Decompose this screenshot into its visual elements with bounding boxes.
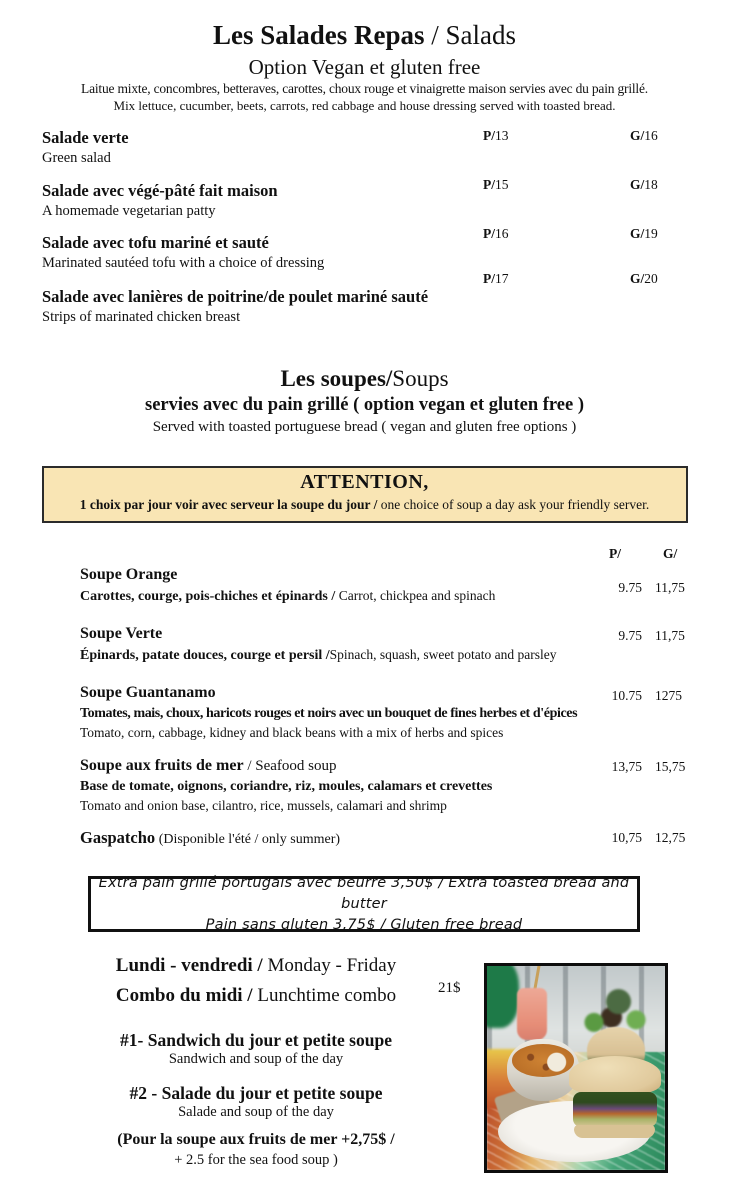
soup-price-g: 11,75 <box>655 628 685 643</box>
price-small-label: P/ <box>483 128 495 143</box>
photo-sandwich-filling <box>573 1092 658 1127</box>
combo-option2-en: Salade and soup of the day <box>178 1104 334 1120</box>
combo-name-en: Lunchtime combo <box>257 985 397 1006</box>
soup-desc-fr: Base de tomate, oignons, coriandre, riz, moules, calamars et crevettes <box>80 779 493 794</box>
price-small <box>483 226 509 242</box>
combo-food-photo <box>484 963 668 1173</box>
extra-bread-box <box>88 876 640 932</box>
soups-section-title <box>0 366 729 392</box>
soup-name-fr: Soupe aux fruits de mer <box>80 757 244 774</box>
soup-price-p: 10,75 <box>611 830 642 845</box>
salad-name-en: Green salad <box>42 150 111 166</box>
combo-option2-fr: #2 - Salade du jour et petite soupe <box>129 1083 383 1103</box>
price-small-label: P/ <box>483 177 495 192</box>
soup-desc-en: Tomato and onion base, cilantro, rice, mussels, calamari and shrimp <box>80 798 447 813</box>
soup-name <box>80 828 600 848</box>
vegan-option-subtitle: Option Vegan et gluten free <box>248 55 481 79</box>
page-title-fr: Les Salades Repas <box>212 20 425 50</box>
soup-name-fr: Gaspatcho <box>80 828 156 847</box>
salad-name-fr: Salade avec tofu mariné et sauté <box>42 233 269 252</box>
price-large-label: G/ <box>630 128 645 143</box>
soup-price-p: 9.75 <box>618 580 642 595</box>
salad-name-en: Strips of marinated chicken breast <box>42 309 241 325</box>
soup-item <box>80 566 600 605</box>
salad-name-fr: Salade avec lanières de poitrine/de poulet mariné sauté <box>42 287 429 306</box>
price-small-label: P/ <box>483 226 495 241</box>
combo-days-fr: Lundi - vendredi / <box>115 955 268 976</box>
soup-price-g: 1275 <box>655 688 682 703</box>
soup-name: Soupe Verte <box>80 625 163 642</box>
soup-desc-fr: Tomates, mais, choux, haricots rouges et noirs avec un bouquet de fines herbes et d'épices <box>80 706 578 721</box>
price-small <box>483 128 509 144</box>
price-large-label: G/ <box>630 271 645 286</box>
soup-availability-note: (Disponible l'été / only summer) <box>155 832 341 847</box>
soup-desc-en: Spinach, squash, sweet potato and parsley <box>329 647 557 662</box>
attention-title: ATTENTION, <box>300 471 429 493</box>
soup-name-en: / Seafood soup <box>243 758 337 774</box>
soups-title-en: Soups <box>392 366 449 391</box>
price-large <box>630 271 658 287</box>
soup-item <box>80 684 600 741</box>
soup-item <box>80 757 600 814</box>
price-large-value: 19 <box>644 226 658 241</box>
price-large <box>630 128 658 144</box>
combo-days <box>36 955 476 977</box>
combo-option1-fr: #1- Sandwich du jour et petite soupe <box>120 1030 392 1050</box>
soup-desc-fr: Épinards, patate douces, courge et persil / <box>80 648 330 663</box>
page-title <box>0 20 729 51</box>
price-small-label: P/ <box>483 271 495 286</box>
salad-name-en: Marinated sautéed tofu with a choice of dressing <box>42 255 325 271</box>
price-large-label: G/ <box>630 177 645 192</box>
photo-sandwich-bread-bottom <box>574 1125 655 1138</box>
page-title-en: / Salads <box>424 20 517 50</box>
soups-subtitle-en: Served with toasted portuguese bread ( vegan and gluten free options ) <box>152 419 577 435</box>
soups-subtitle-fr: servies avec du pain grillé ( option vegan et gluten free ) <box>145 395 584 415</box>
soup-col-header-g: G/ <box>663 546 678 561</box>
soup-item <box>80 828 600 848</box>
price-large-value: 18 <box>644 177 658 192</box>
soups-title-fr: Les soupes/ <box>280 366 393 391</box>
soup-price-g: 15,75 <box>655 759 686 774</box>
soup-desc-en: Carrot, chickpea and spinach <box>338 588 496 603</box>
salad-price-row <box>0 128 729 144</box>
soup-price-g: 12,75 <box>655 830 686 845</box>
photo-smoothie-glass <box>517 988 547 1040</box>
price-small <box>483 177 509 193</box>
soup-name <box>80 757 600 775</box>
price-large <box>630 177 658 193</box>
combo-surcharge-note-en: + 2.5 for the sea food soup ) <box>174 1152 338 1168</box>
soup-price-p: 10.75 <box>611 688 642 703</box>
soup-name: Soupe Orange <box>80 566 178 583</box>
combo-name <box>36 985 476 1007</box>
soup-desc-fr: Carottes, courge, pois-chiches et épinards / <box>80 589 339 604</box>
photo-sandwich-bread-top <box>569 1056 661 1095</box>
soup-desc-en: Tomato, corn, cabbage, kidney and black beans with a mix of herbs and spices <box>80 725 504 740</box>
salads-description-fr: Laitue mixte, concombres, betteraves, carottes, choux rouge et vinaigrette maison servies avec du pain grillé. <box>81 81 648 96</box>
extra-bread-line2: Pain sans gluten 3,75$ / Gluten free bread <box>205 916 523 933</box>
salad-item <box>42 287 512 326</box>
salad-price-row <box>0 177 729 193</box>
combo-days-en: Monday - Friday <box>267 955 397 976</box>
price-small-value: 17 <box>495 271 509 286</box>
price-small-value: 16 <box>495 226 509 241</box>
salad-price-row <box>0 271 729 287</box>
price-large-label: G/ <box>630 226 645 241</box>
photo-soup-bowl <box>507 1039 579 1101</box>
price-small-value: 15 <box>495 177 509 192</box>
combo-price: 21$ <box>438 980 461 996</box>
salad-name-fr: Salade avec végé-pâté fait maison <box>42 181 278 200</box>
combo-surcharge-note-fr: (Pour la soupe aux fruits de mer +2,75$ / <box>117 1131 395 1148</box>
price-small <box>483 271 509 287</box>
soup-name: Soupe Guantanamo <box>80 684 216 701</box>
soup-item <box>80 625 600 664</box>
price-large-value: 20 <box>644 271 658 286</box>
photo-sandwich-front-half <box>569 1056 661 1140</box>
salad-name-en: A homemade vegetarian patty <box>42 203 216 219</box>
salads-description-en: Mix lettuce, cucumber, beets, carrots, red cabbage and house dressing served with toasted bread. <box>113 98 616 113</box>
attention-line-fr: 1 choix par jour voir avec serveur la soupe du jour / <box>79 497 381 512</box>
salad-name-fr: Salade verte <box>42 128 129 147</box>
attention-line <box>0 497 729 513</box>
photo-orange-soup <box>512 1044 574 1076</box>
photo-green-chair <box>484 963 519 1028</box>
price-large-value: 16 <box>644 128 658 143</box>
price-large <box>630 226 658 242</box>
combo-name-fr: Combo du midi / <box>115 985 258 1006</box>
extra-bread-line1: Extra pain grillé portugais avec beurre 3,50$ / Extra toasted bread and butter <box>98 874 630 912</box>
soup-desc <box>80 588 600 605</box>
soup-price-p: 13,75 <box>611 759 642 774</box>
soup-price-p: 9.75 <box>618 628 642 643</box>
attention-line-en: one choice of soup a day ask your friendly server. <box>380 497 650 512</box>
soup-desc <box>80 647 600 664</box>
price-small-value: 13 <box>495 128 509 143</box>
combo-option1-en: Sandwich and soup of the day <box>168 1051 344 1067</box>
soup-col-header-p: P/ <box>609 546 621 561</box>
soup-price-g: 11,75 <box>655 580 685 595</box>
salad-price-row <box>0 226 729 242</box>
